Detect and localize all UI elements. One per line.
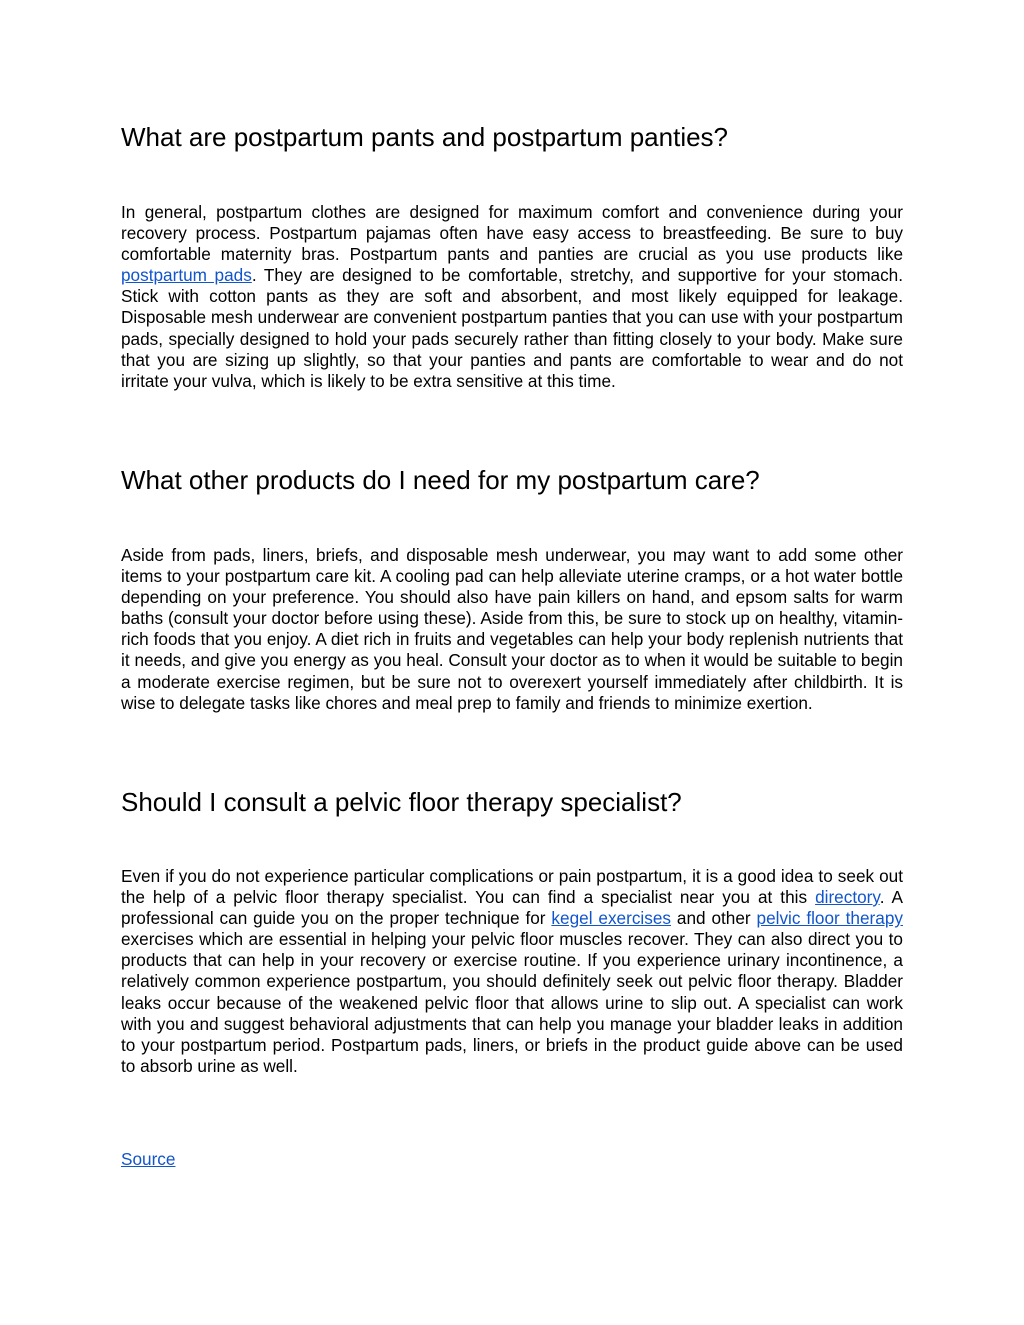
section-heading-postpartum-pants: What are postpartum pants and postpartum panties? <box>121 122 729 152</box>
paragraph-text: . They are designed to be comfortable, stretchy, and supportive for your stomach. Stick with cotton pants as they are soft and absorbent, and most likely equipped for leakage. Disposable mesh underwear are convenient postpartum panties that you can use with your postpartum pads, specially designed to hold your pads securely rather than fitting closely to your body. Make sure that you are sizing up slightly, so that your panties and pants are comfortable to wear and do not irritate your vulva, which is likely to be extra sensitive at this time. <box>121 265 904 391</box>
paragraph-text: . A professional can guide you on the proper technique for <box>121 887 903 929</box>
postpartum-pads-link[interactable]: postpartum pads <box>121 265 252 286</box>
directory-link[interactable]: directory <box>815 887 880 908</box>
section-paragraph-other-products <box>121 545 903 714</box>
section-paragraph-postpartum-pants <box>121 202 903 392</box>
pelvic-floor-therapy-link[interactable]: pelvic floor therapy <box>756 908 903 929</box>
source-link[interactable]: Source <box>121 1149 176 1169</box>
kegel-exercises-link[interactable]: kegel exercises <box>551 908 671 929</box>
paragraph-text: In general, postpartum clothes are designed for maximum comfort and convenience during your recovery process. Postpartum pajamas often have easy access to breastfeeding. Be sure to buy comfortable maternity bras. Postpartum pants and panties are crucial as you use products like <box>121 202 903 265</box>
paragraph-text: Aside from pads, liners, briefs, and disposable mesh underwear, you may want to add some other items to your postpartum care kit. A cooling pad can help alleviate uterine cramps, or a hot water bottle depending on your preference. You should also have pain killers on hand, and epsom salts for warm baths (consult your doctor before using these). Aside from this, be sure to stock up on healthy, vitamin-rich foods that you enjoy. A diet rich in fruits and vegetables can help your body replenish nutrients that it needs, and give you energy as you heal. Consult your doctor as to when it would be suitable to begin a moderate exercise regimen, but be sure not to overexert yourself immediately after childbirth. It is wise to delegate tasks like chores and meal prep to family and friends to minimize exertion. <box>121 545 903 713</box>
paragraph-text: exercises which are essential in helping your pelvic floor muscles recover. They can also direct you to products that can help in your recovery or exercise routine. If you experience urinary incontinence, a relatively common experience postpartum, you should definitely seek out pelvic floor therapy. Bladder leaks occur because of the weakened pelvic floor that allows urine to slip out. A specialist can work with you and suggest behavioral adjustments that can help you manage your bladder leaks in addition to your postpartum period. Postpartum pads, liners, or briefs in the product guide above can be used to absorb urine as well. <box>121 929 903 1076</box>
source-line <box>121 1149 903 1170</box>
section-heading-other-products: What other products do I need for my postpartum care? <box>121 465 760 495</box>
section-heading-pelvic-floor: Should I consult a pelvic floor therapy specialist? <box>121 787 682 817</box>
paragraph-text: and other <box>671 908 757 929</box>
section-paragraph-pelvic-floor <box>121 866 903 1077</box>
paragraph-text: Even if you do not experience particular complications or pain postpartum, it is a good idea to seek out the help of a pelvic floor therapy specialist. You can find a specialist near you at this <box>121 866 903 908</box>
